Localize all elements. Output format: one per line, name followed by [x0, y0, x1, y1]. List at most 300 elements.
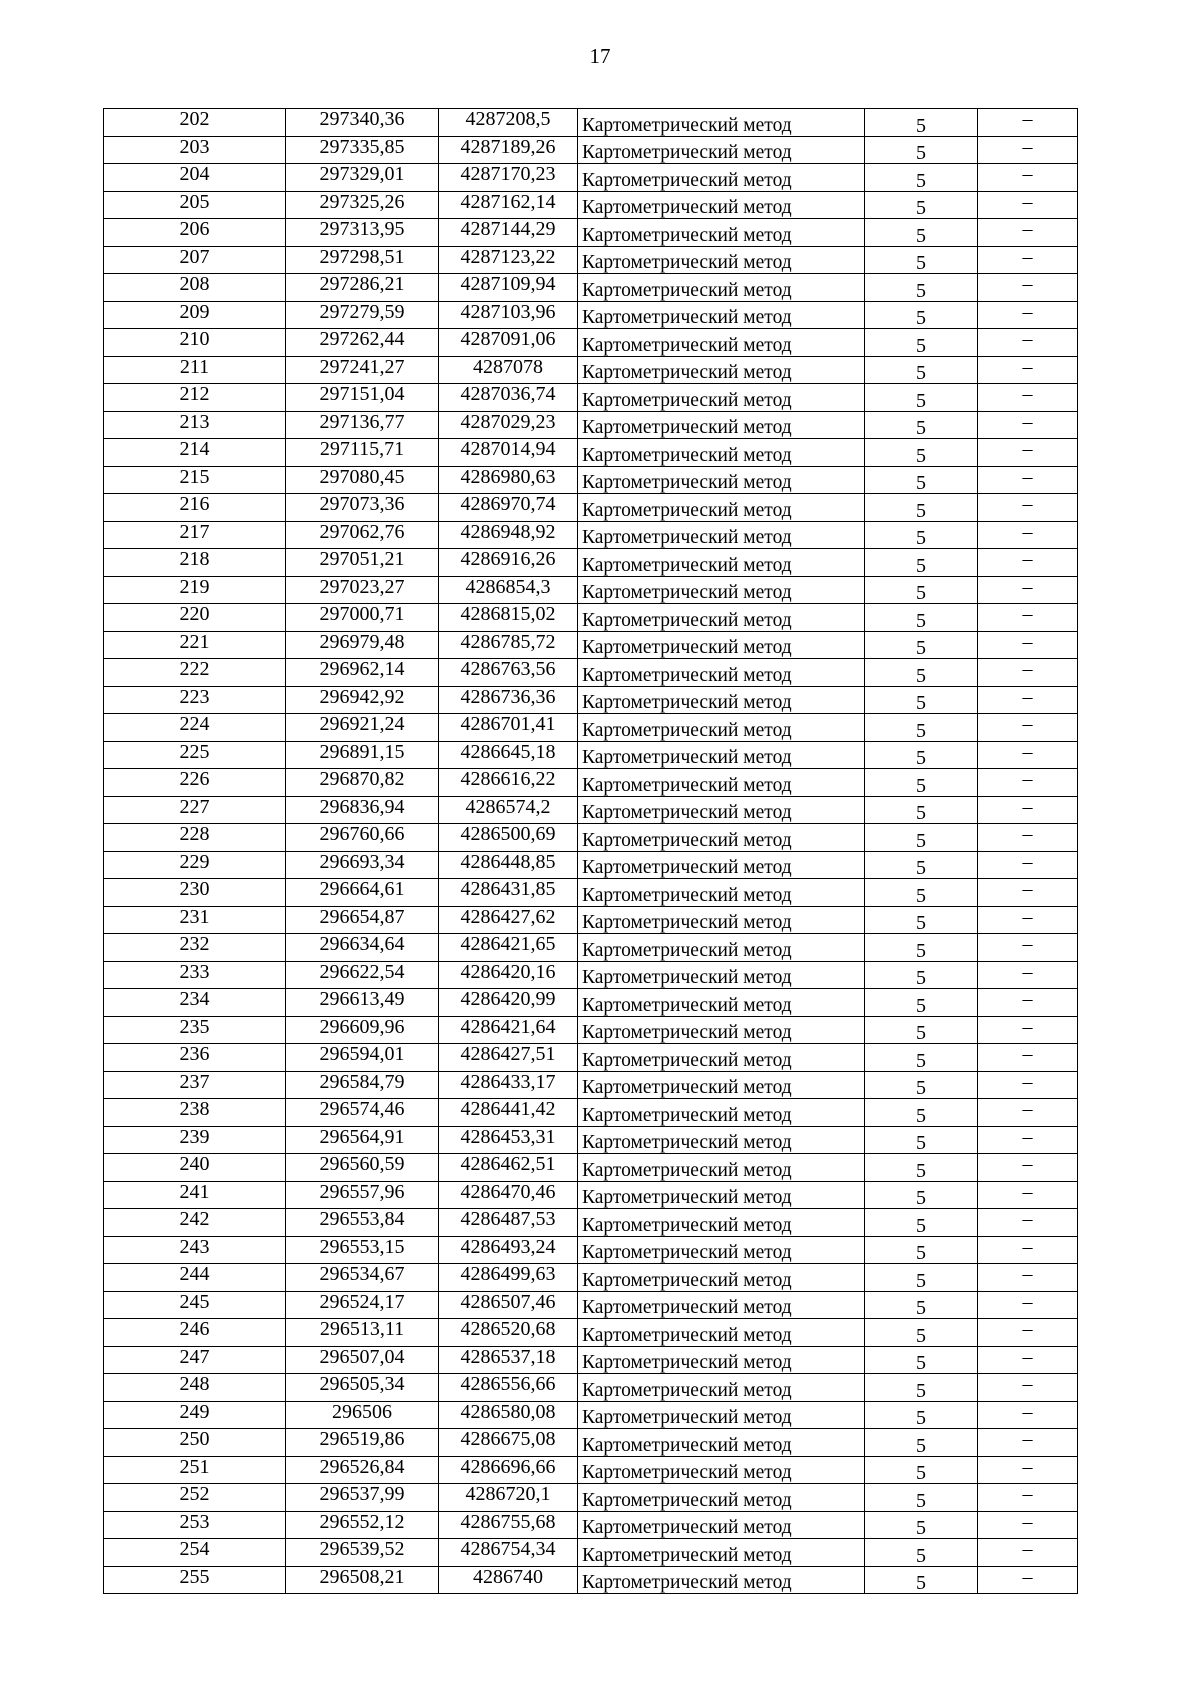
- table-row: [104, 219, 1078, 247]
- accuracy-cell: 5: [865, 1319, 978, 1347]
- table-row: [104, 549, 1078, 577]
- x-coordinate-cell: 296557,96: [286, 1181, 439, 1209]
- method-cell: Картометрический метод: [578, 1346, 865, 1374]
- note-cell: –: [978, 1456, 1078, 1484]
- note-cell: –: [978, 191, 1078, 219]
- note-cell: –: [978, 576, 1078, 604]
- y-coordinate-cell: 4286701,41: [439, 714, 578, 742]
- method-cell: Картометрический метод: [578, 934, 865, 962]
- x-coordinate-cell: 296594,01: [286, 1044, 439, 1072]
- point-number-cell: 203: [104, 136, 286, 164]
- note-cell: –: [978, 439, 1078, 467]
- note-cell: –: [978, 631, 1078, 659]
- accuracy-cell: 5: [865, 1291, 978, 1319]
- x-coordinate-cell: 297136,77: [286, 411, 439, 439]
- x-coordinate-cell: 297073,36: [286, 494, 439, 522]
- note-cell: –: [978, 1236, 1078, 1264]
- accuracy-cell: 5: [865, 246, 978, 274]
- y-coordinate-cell: 4287144,29: [439, 219, 578, 247]
- accuracy-cell: 5: [865, 741, 978, 769]
- note-cell: –: [978, 686, 1078, 714]
- note-cell: –: [978, 1099, 1078, 1127]
- note-cell: –: [978, 1511, 1078, 1539]
- x-coordinate-cell: 296584,79: [286, 1071, 439, 1099]
- table-row: [104, 851, 1078, 879]
- y-coordinate-cell: 4286696,66: [439, 1456, 578, 1484]
- note-cell: –: [978, 1291, 1078, 1319]
- table-row: [104, 1346, 1078, 1374]
- x-coordinate-cell: 297080,45: [286, 466, 439, 494]
- x-coordinate-cell: 297286,21: [286, 274, 439, 302]
- note-cell: –: [978, 659, 1078, 687]
- y-coordinate-cell: 4286487,53: [439, 1209, 578, 1237]
- x-coordinate-cell: 296526,84: [286, 1456, 439, 1484]
- method-cell: Картометрический метод: [578, 1319, 865, 1347]
- y-coordinate-cell: 4287036,74: [439, 384, 578, 412]
- point-number-cell: 246: [104, 1319, 286, 1347]
- point-number-cell: 218: [104, 549, 286, 577]
- point-number-cell: 219: [104, 576, 286, 604]
- accuracy-cell: 5: [865, 1566, 978, 1594]
- y-coordinate-cell: 4286556,66: [439, 1374, 578, 1402]
- note-cell: –: [978, 246, 1078, 274]
- y-coordinate-cell: 4287103,96: [439, 301, 578, 329]
- point-number-cell: 212: [104, 384, 286, 412]
- note-cell: –: [978, 1484, 1078, 1512]
- table-row: [104, 1181, 1078, 1209]
- y-coordinate-cell: 4287123,22: [439, 246, 578, 274]
- y-coordinate-cell: 4286720,1: [439, 1484, 578, 1512]
- table-row: [104, 1374, 1078, 1402]
- x-coordinate-cell: 297151,04: [286, 384, 439, 412]
- method-cell: Картометрический метод: [578, 356, 865, 384]
- y-coordinate-cell: 4286815,02: [439, 604, 578, 632]
- method-cell: Картометрический метод: [578, 1044, 865, 1072]
- table-row: [104, 1236, 1078, 1264]
- y-coordinate-cell: 4287189,26: [439, 136, 578, 164]
- x-coordinate-cell: 296552,12: [286, 1511, 439, 1539]
- y-coordinate-cell: 4286470,46: [439, 1181, 578, 1209]
- y-coordinate-cell: 4286453,31: [439, 1126, 578, 1154]
- accuracy-cell: 5: [865, 1181, 978, 1209]
- method-cell: Картометрический метод: [578, 851, 865, 879]
- accuracy-cell: 5: [865, 109, 978, 137]
- table-row: [104, 439, 1078, 467]
- note-cell: –: [978, 714, 1078, 742]
- table-row: [104, 274, 1078, 302]
- point-number-cell: 236: [104, 1044, 286, 1072]
- method-cell: Картометрический метод: [578, 219, 865, 247]
- accuracy-cell: 5: [865, 1264, 978, 1292]
- method-cell: Картометрический метод: [578, 824, 865, 852]
- note-cell: –: [978, 1374, 1078, 1402]
- x-coordinate-cell: 296609,96: [286, 1016, 439, 1044]
- point-number-cell: 251: [104, 1456, 286, 1484]
- method-cell: Картометрический метод: [578, 1374, 865, 1402]
- point-number-cell: 238: [104, 1099, 286, 1127]
- table-row: [104, 466, 1078, 494]
- accuracy-cell: 5: [865, 1071, 978, 1099]
- accuracy-cell: 5: [865, 714, 978, 742]
- accuracy-cell: 5: [865, 1429, 978, 1457]
- accuracy-cell: 5: [865, 851, 978, 879]
- point-number-cell: 252: [104, 1484, 286, 1512]
- table-row: [104, 301, 1078, 329]
- x-coordinate-cell: 297279,59: [286, 301, 439, 329]
- method-cell: Картометрический метод: [578, 879, 865, 907]
- method-cell: Картометрический метод: [578, 1154, 865, 1182]
- point-number-cell: 247: [104, 1346, 286, 1374]
- point-number-cell: 239: [104, 1126, 286, 1154]
- note-cell: –: [978, 1071, 1078, 1099]
- table-row: [104, 521, 1078, 549]
- method-cell: Картометрический метод: [578, 136, 865, 164]
- note-cell: –: [978, 1264, 1078, 1292]
- y-coordinate-cell: 4287170,23: [439, 164, 578, 192]
- method-cell: Картометрический метод: [578, 906, 865, 934]
- x-coordinate-cell: 296513,11: [286, 1319, 439, 1347]
- accuracy-cell: 5: [865, 466, 978, 494]
- x-coordinate-cell: 297115,71: [286, 439, 439, 467]
- point-number-cell: 244: [104, 1264, 286, 1292]
- table-row: [104, 1099, 1078, 1127]
- x-coordinate-cell: 297062,76: [286, 521, 439, 549]
- y-coordinate-cell: 4286420,99: [439, 989, 578, 1017]
- point-number-cell: 234: [104, 989, 286, 1017]
- y-coordinate-cell: 4286420,16: [439, 961, 578, 989]
- x-coordinate-cell: 297325,26: [286, 191, 439, 219]
- x-coordinate-cell: 297335,85: [286, 136, 439, 164]
- y-coordinate-cell: 4286755,68: [439, 1511, 578, 1539]
- x-coordinate-cell: 296537,99: [286, 1484, 439, 1512]
- point-number-cell: 205: [104, 191, 286, 219]
- y-coordinate-cell: 4286970,74: [439, 494, 578, 522]
- note-cell: –: [978, 219, 1078, 247]
- table-row: [104, 1209, 1078, 1237]
- accuracy-cell: 5: [865, 521, 978, 549]
- table-row: [104, 109, 1078, 137]
- accuracy-cell: 5: [865, 906, 978, 934]
- accuracy-cell: 5: [865, 1154, 978, 1182]
- accuracy-cell: 5: [865, 604, 978, 632]
- note-cell: –: [978, 549, 1078, 577]
- note-cell: –: [978, 906, 1078, 934]
- accuracy-cell: 5: [865, 384, 978, 412]
- note-cell: –: [978, 1126, 1078, 1154]
- method-cell: Картометрический метод: [578, 1264, 865, 1292]
- x-coordinate-cell: 296534,67: [286, 1264, 439, 1292]
- note-cell: –: [978, 1209, 1078, 1237]
- note-cell: –: [978, 164, 1078, 192]
- point-number-cell: 248: [104, 1374, 286, 1402]
- point-number-cell: 217: [104, 521, 286, 549]
- accuracy-cell: 5: [865, 301, 978, 329]
- x-coordinate-cell: 296760,66: [286, 824, 439, 852]
- note-cell: –: [978, 329, 1078, 357]
- y-coordinate-cell: 4286520,68: [439, 1319, 578, 1347]
- accuracy-cell: 5: [865, 356, 978, 384]
- method-cell: Картометрический метод: [578, 411, 865, 439]
- point-number-cell: 213: [104, 411, 286, 439]
- point-number-cell: 208: [104, 274, 286, 302]
- point-number-cell: 214: [104, 439, 286, 467]
- accuracy-cell: 5: [865, 549, 978, 577]
- accuracy-cell: 5: [865, 274, 978, 302]
- method-cell: Картометрический метод: [578, 329, 865, 357]
- y-coordinate-cell: 4286763,56: [439, 659, 578, 687]
- table-row: [104, 1071, 1078, 1099]
- method-cell: Картометрический метод: [578, 1401, 865, 1429]
- table-row: [104, 191, 1078, 219]
- accuracy-cell: 5: [865, 631, 978, 659]
- point-number-cell: 230: [104, 879, 286, 907]
- point-number-cell: 254: [104, 1539, 286, 1567]
- note-cell: –: [978, 1154, 1078, 1182]
- x-coordinate-cell: 296553,15: [286, 1236, 439, 1264]
- table-row: [104, 1539, 1078, 1567]
- y-coordinate-cell: 4286916,26: [439, 549, 578, 577]
- y-coordinate-cell: 4286580,08: [439, 1401, 578, 1429]
- accuracy-cell: 5: [865, 1456, 978, 1484]
- point-number-cell: 220: [104, 604, 286, 632]
- method-cell: Картометрический метод: [578, 1016, 865, 1044]
- method-cell: Картометрический метод: [578, 1209, 865, 1237]
- x-coordinate-cell: 297241,27: [286, 356, 439, 384]
- method-cell: Картометрический метод: [578, 576, 865, 604]
- point-number-cell: 242: [104, 1209, 286, 1237]
- method-cell: Картометрический метод: [578, 384, 865, 412]
- method-cell: Картометрический метод: [578, 521, 865, 549]
- point-number-cell: 243: [104, 1236, 286, 1264]
- accuracy-cell: 5: [865, 989, 978, 1017]
- accuracy-cell: 5: [865, 1511, 978, 1539]
- point-number-cell: 249: [104, 1401, 286, 1429]
- point-number-cell: 216: [104, 494, 286, 522]
- note-cell: –: [978, 1401, 1078, 1429]
- method-cell: Картометрический метод: [578, 1291, 865, 1319]
- x-coordinate-cell: 296891,15: [286, 741, 439, 769]
- accuracy-cell: 5: [865, 1209, 978, 1237]
- x-coordinate-cell: 297329,01: [286, 164, 439, 192]
- note-cell: –: [978, 1566, 1078, 1594]
- y-coordinate-cell: 4286574,2: [439, 796, 578, 824]
- table-row: [104, 384, 1078, 412]
- accuracy-cell: 5: [865, 824, 978, 852]
- y-coordinate-cell: 4286421,64: [439, 1016, 578, 1044]
- method-cell: Картометрический метод: [578, 714, 865, 742]
- y-coordinate-cell: 4286675,08: [439, 1429, 578, 1457]
- accuracy-cell: 5: [865, 769, 978, 797]
- method-cell: Картометрический метод: [578, 301, 865, 329]
- table-row: [104, 329, 1078, 357]
- note-cell: –: [978, 824, 1078, 852]
- point-number-cell: 245: [104, 1291, 286, 1319]
- accuracy-cell: 5: [865, 576, 978, 604]
- method-cell: Картометрический метод: [578, 604, 865, 632]
- page-number: 17: [589, 44, 611, 68]
- point-number-cell: 241: [104, 1181, 286, 1209]
- method-cell: Картометрический метод: [578, 961, 865, 989]
- point-number-cell: 206: [104, 219, 286, 247]
- x-coordinate-cell: 296574,46: [286, 1099, 439, 1127]
- method-cell: Картометрический метод: [578, 659, 865, 687]
- point-number-cell: 223: [104, 686, 286, 714]
- accuracy-cell: 5: [865, 879, 978, 907]
- method-cell: Картометрический метод: [578, 1099, 865, 1127]
- y-coordinate-cell: 4286537,18: [439, 1346, 578, 1374]
- accuracy-cell: 5: [865, 329, 978, 357]
- x-coordinate-cell: 296524,17: [286, 1291, 439, 1319]
- x-coordinate-cell: 296560,59: [286, 1154, 439, 1182]
- x-coordinate-cell: 296622,54: [286, 961, 439, 989]
- table-row: [104, 1291, 1078, 1319]
- accuracy-cell: 5: [865, 191, 978, 219]
- method-cell: Картометрический метод: [578, 989, 865, 1017]
- y-coordinate-cell: 4286507,46: [439, 1291, 578, 1319]
- note-cell: –: [978, 989, 1078, 1017]
- accuracy-cell: 5: [865, 1016, 978, 1044]
- method-cell: Картометрический метод: [578, 1126, 865, 1154]
- point-number-cell: 210: [104, 329, 286, 357]
- y-coordinate-cell: 4286948,92: [439, 521, 578, 549]
- method-cell: Картометрический метод: [578, 769, 865, 797]
- table-row: [104, 906, 1078, 934]
- table-row: [104, 659, 1078, 687]
- point-number-cell: 209: [104, 301, 286, 329]
- method-cell: Картометрический метод: [578, 191, 865, 219]
- note-cell: –: [978, 274, 1078, 302]
- point-number-cell: 235: [104, 1016, 286, 1044]
- method-cell: Картометрический метод: [578, 1539, 865, 1567]
- table-row: [104, 1566, 1078, 1594]
- y-coordinate-cell: 4286980,63: [439, 466, 578, 494]
- method-cell: Картометрический метод: [578, 741, 865, 769]
- accuracy-cell: 5: [865, 961, 978, 989]
- x-coordinate-cell: 297262,44: [286, 329, 439, 357]
- note-cell: –: [978, 879, 1078, 907]
- note-cell: –: [978, 851, 1078, 879]
- point-number-cell: 237: [104, 1071, 286, 1099]
- table-row: [104, 879, 1078, 907]
- method-cell: Картометрический метод: [578, 246, 865, 274]
- point-number-cell: 221: [104, 631, 286, 659]
- method-cell: Картометрический метод: [578, 439, 865, 467]
- point-number-cell: 253: [104, 1511, 286, 1539]
- method-cell: Картометрический метод: [578, 1511, 865, 1539]
- table-row: [104, 1401, 1078, 1429]
- x-coordinate-cell: 296553,84: [286, 1209, 439, 1237]
- y-coordinate-cell: 4286427,62: [439, 906, 578, 934]
- y-coordinate-cell: 4287208,5: [439, 109, 578, 137]
- y-coordinate-cell: 4286441,42: [439, 1099, 578, 1127]
- accuracy-cell: 5: [865, 494, 978, 522]
- y-coordinate-cell: 4286616,22: [439, 769, 578, 797]
- y-coordinate-cell: 4286645,18: [439, 741, 578, 769]
- y-coordinate-cell: 4287078: [439, 356, 578, 384]
- note-cell: –: [978, 466, 1078, 494]
- method-cell: Картометрический метод: [578, 1484, 865, 1512]
- accuracy-cell: 5: [865, 934, 978, 962]
- table-row: [104, 1456, 1078, 1484]
- note-cell: –: [978, 109, 1078, 137]
- method-cell: Картометрический метод: [578, 466, 865, 494]
- x-coordinate-cell: 296613,49: [286, 989, 439, 1017]
- accuracy-cell: 5: [865, 796, 978, 824]
- x-coordinate-cell: 296634,64: [286, 934, 439, 962]
- table-row: [104, 714, 1078, 742]
- y-coordinate-cell: 4287091,06: [439, 329, 578, 357]
- x-coordinate-cell: 296664,61: [286, 879, 439, 907]
- table-row: [104, 1126, 1078, 1154]
- y-coordinate-cell: 4286427,51: [439, 1044, 578, 1072]
- point-number-cell: 250: [104, 1429, 286, 1457]
- table-row: [104, 164, 1078, 192]
- method-cell: Картометрический метод: [578, 164, 865, 192]
- note-cell: –: [978, 1346, 1078, 1374]
- note-cell: –: [978, 1044, 1078, 1072]
- table-row: [104, 604, 1078, 632]
- x-coordinate-cell: 296508,21: [286, 1566, 439, 1594]
- note-cell: –: [978, 741, 1078, 769]
- table-row: [104, 961, 1078, 989]
- point-number-cell: 231: [104, 906, 286, 934]
- x-coordinate-cell: 296507,04: [286, 1346, 439, 1374]
- y-coordinate-cell: 4286448,85: [439, 851, 578, 879]
- x-coordinate-cell: 296836,94: [286, 796, 439, 824]
- point-number-cell: 204: [104, 164, 286, 192]
- note-cell: –: [978, 301, 1078, 329]
- x-coordinate-cell: 297023,27: [286, 576, 439, 604]
- method-cell: Картометрический метод: [578, 274, 865, 302]
- note-cell: –: [978, 356, 1078, 384]
- y-coordinate-cell: 4287014,94: [439, 439, 578, 467]
- method-cell: Картометрический метод: [578, 1456, 865, 1484]
- x-coordinate-cell: 297051,21: [286, 549, 439, 577]
- accuracy-cell: 5: [865, 1484, 978, 1512]
- x-coordinate-cell: 296942,92: [286, 686, 439, 714]
- point-number-cell: 226: [104, 769, 286, 797]
- x-coordinate-cell: 296519,86: [286, 1429, 439, 1457]
- accuracy-cell: 5: [865, 1346, 978, 1374]
- point-number-cell: 240: [104, 1154, 286, 1182]
- point-number-cell: 229: [104, 851, 286, 879]
- table-row: [104, 769, 1078, 797]
- table-row: [104, 1016, 1078, 1044]
- method-cell: Картометрический метод: [578, 109, 865, 137]
- table-row: [104, 1484, 1078, 1512]
- x-coordinate-cell: 296962,14: [286, 659, 439, 687]
- table-row: [104, 1264, 1078, 1292]
- y-coordinate-cell: 4286462,51: [439, 1154, 578, 1182]
- method-cell: Картометрический метод: [578, 494, 865, 522]
- x-coordinate-cell: 296693,34: [286, 851, 439, 879]
- method-cell: Картометрический метод: [578, 796, 865, 824]
- table-row: [104, 934, 1078, 962]
- y-coordinate-cell: 4286433,17: [439, 1071, 578, 1099]
- accuracy-cell: 5: [865, 411, 978, 439]
- y-coordinate-cell: 4286736,36: [439, 686, 578, 714]
- method-cell: Картометрический метод: [578, 549, 865, 577]
- note-cell: –: [978, 769, 1078, 797]
- y-coordinate-cell: 4286740: [439, 1566, 578, 1594]
- table-row: [104, 1511, 1078, 1539]
- note-cell: –: [978, 796, 1078, 824]
- table-body: [104, 109, 1078, 1594]
- accuracy-cell: 5: [865, 439, 978, 467]
- note-cell: –: [978, 1319, 1078, 1347]
- method-cell: Картометрический метод: [578, 1181, 865, 1209]
- table-row: [104, 356, 1078, 384]
